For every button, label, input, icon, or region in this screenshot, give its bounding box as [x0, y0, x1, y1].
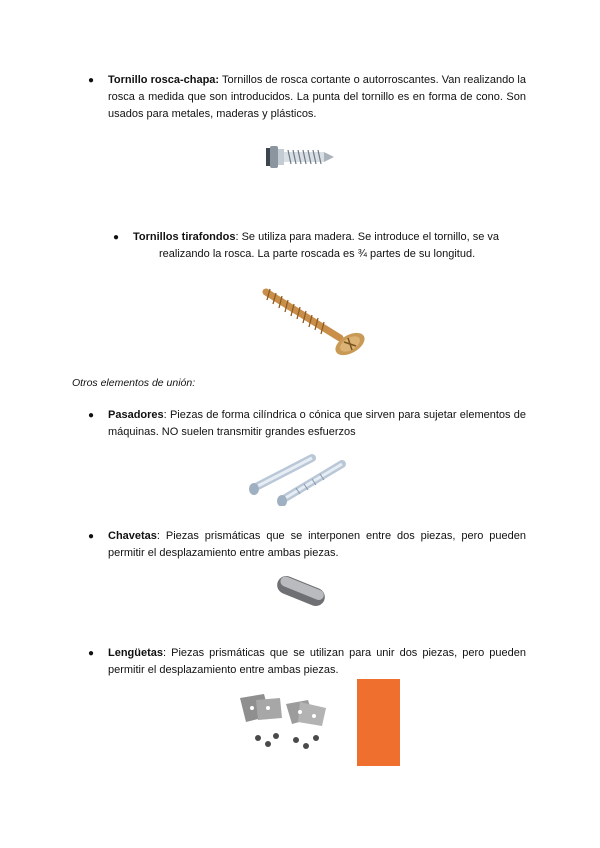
term-label: Pasadores [108, 409, 164, 421]
term-label: Tornillo rosca-chapa: [108, 74, 220, 86]
list-item-lenguetas [88, 645, 526, 679]
bullet-icon: ● [88, 75, 95, 86]
bullet-icon: ● [113, 232, 120, 243]
term-description: : Piezas de forma cilíndrica o cónica que sirven para sujetar elementos de máquinas. NO suelen transmitir grandes esfuerzos [108, 409, 526, 438]
wood-screw-image [258, 286, 370, 358]
term-label: Chavetas [108, 530, 157, 542]
term-description-line1: : Se utiliza para madera. Se introduce el tornillo, se va [235, 231, 499, 243]
term-label: Lengüetas [108, 647, 164, 659]
bullet-icon: ● [88, 648, 95, 659]
list-item-tornillo-rosca-chapa [88, 72, 526, 123]
plates-and-screws-image [236, 688, 332, 756]
term-label: Tornillos tirafondos [133, 231, 236, 243]
bullet-icon: ● [88, 531, 95, 542]
term-description: : Piezas prismáticas que se interponen entre dos piezas, pero pueden permitir el desplazamiento entre ambas piezas. [108, 530, 526, 559]
term-description: Tornillos de rosca cortante o autorroscantes. Van realizando la rosca a medida que son introducidos. La punta del tornillo es en forma de cono. Son usados para metales, maderas y plásticos. [108, 74, 526, 120]
term-description-line2: realizando la rosca. La parte roscada es ¾ partes de su longitud. [159, 248, 476, 260]
section-heading: Otros elementos de unión: [72, 377, 196, 389]
list-item-chavetas [88, 528, 526, 562]
key-image [270, 574, 330, 610]
list-item-tornillos-tirafondos [113, 229, 513, 263]
self-tapping-screw-image [262, 140, 338, 174]
list-item-pasadores [88, 407, 526, 441]
bullet-icon: ● [88, 410, 95, 421]
pins-image [246, 448, 356, 506]
term-description: : Piezas prismáticas que se utilizan para unir dos piezas, pero pueden permitir el desplazamiento entre ambas piezas. [108, 647, 526, 676]
orange-block [357, 679, 400, 766]
